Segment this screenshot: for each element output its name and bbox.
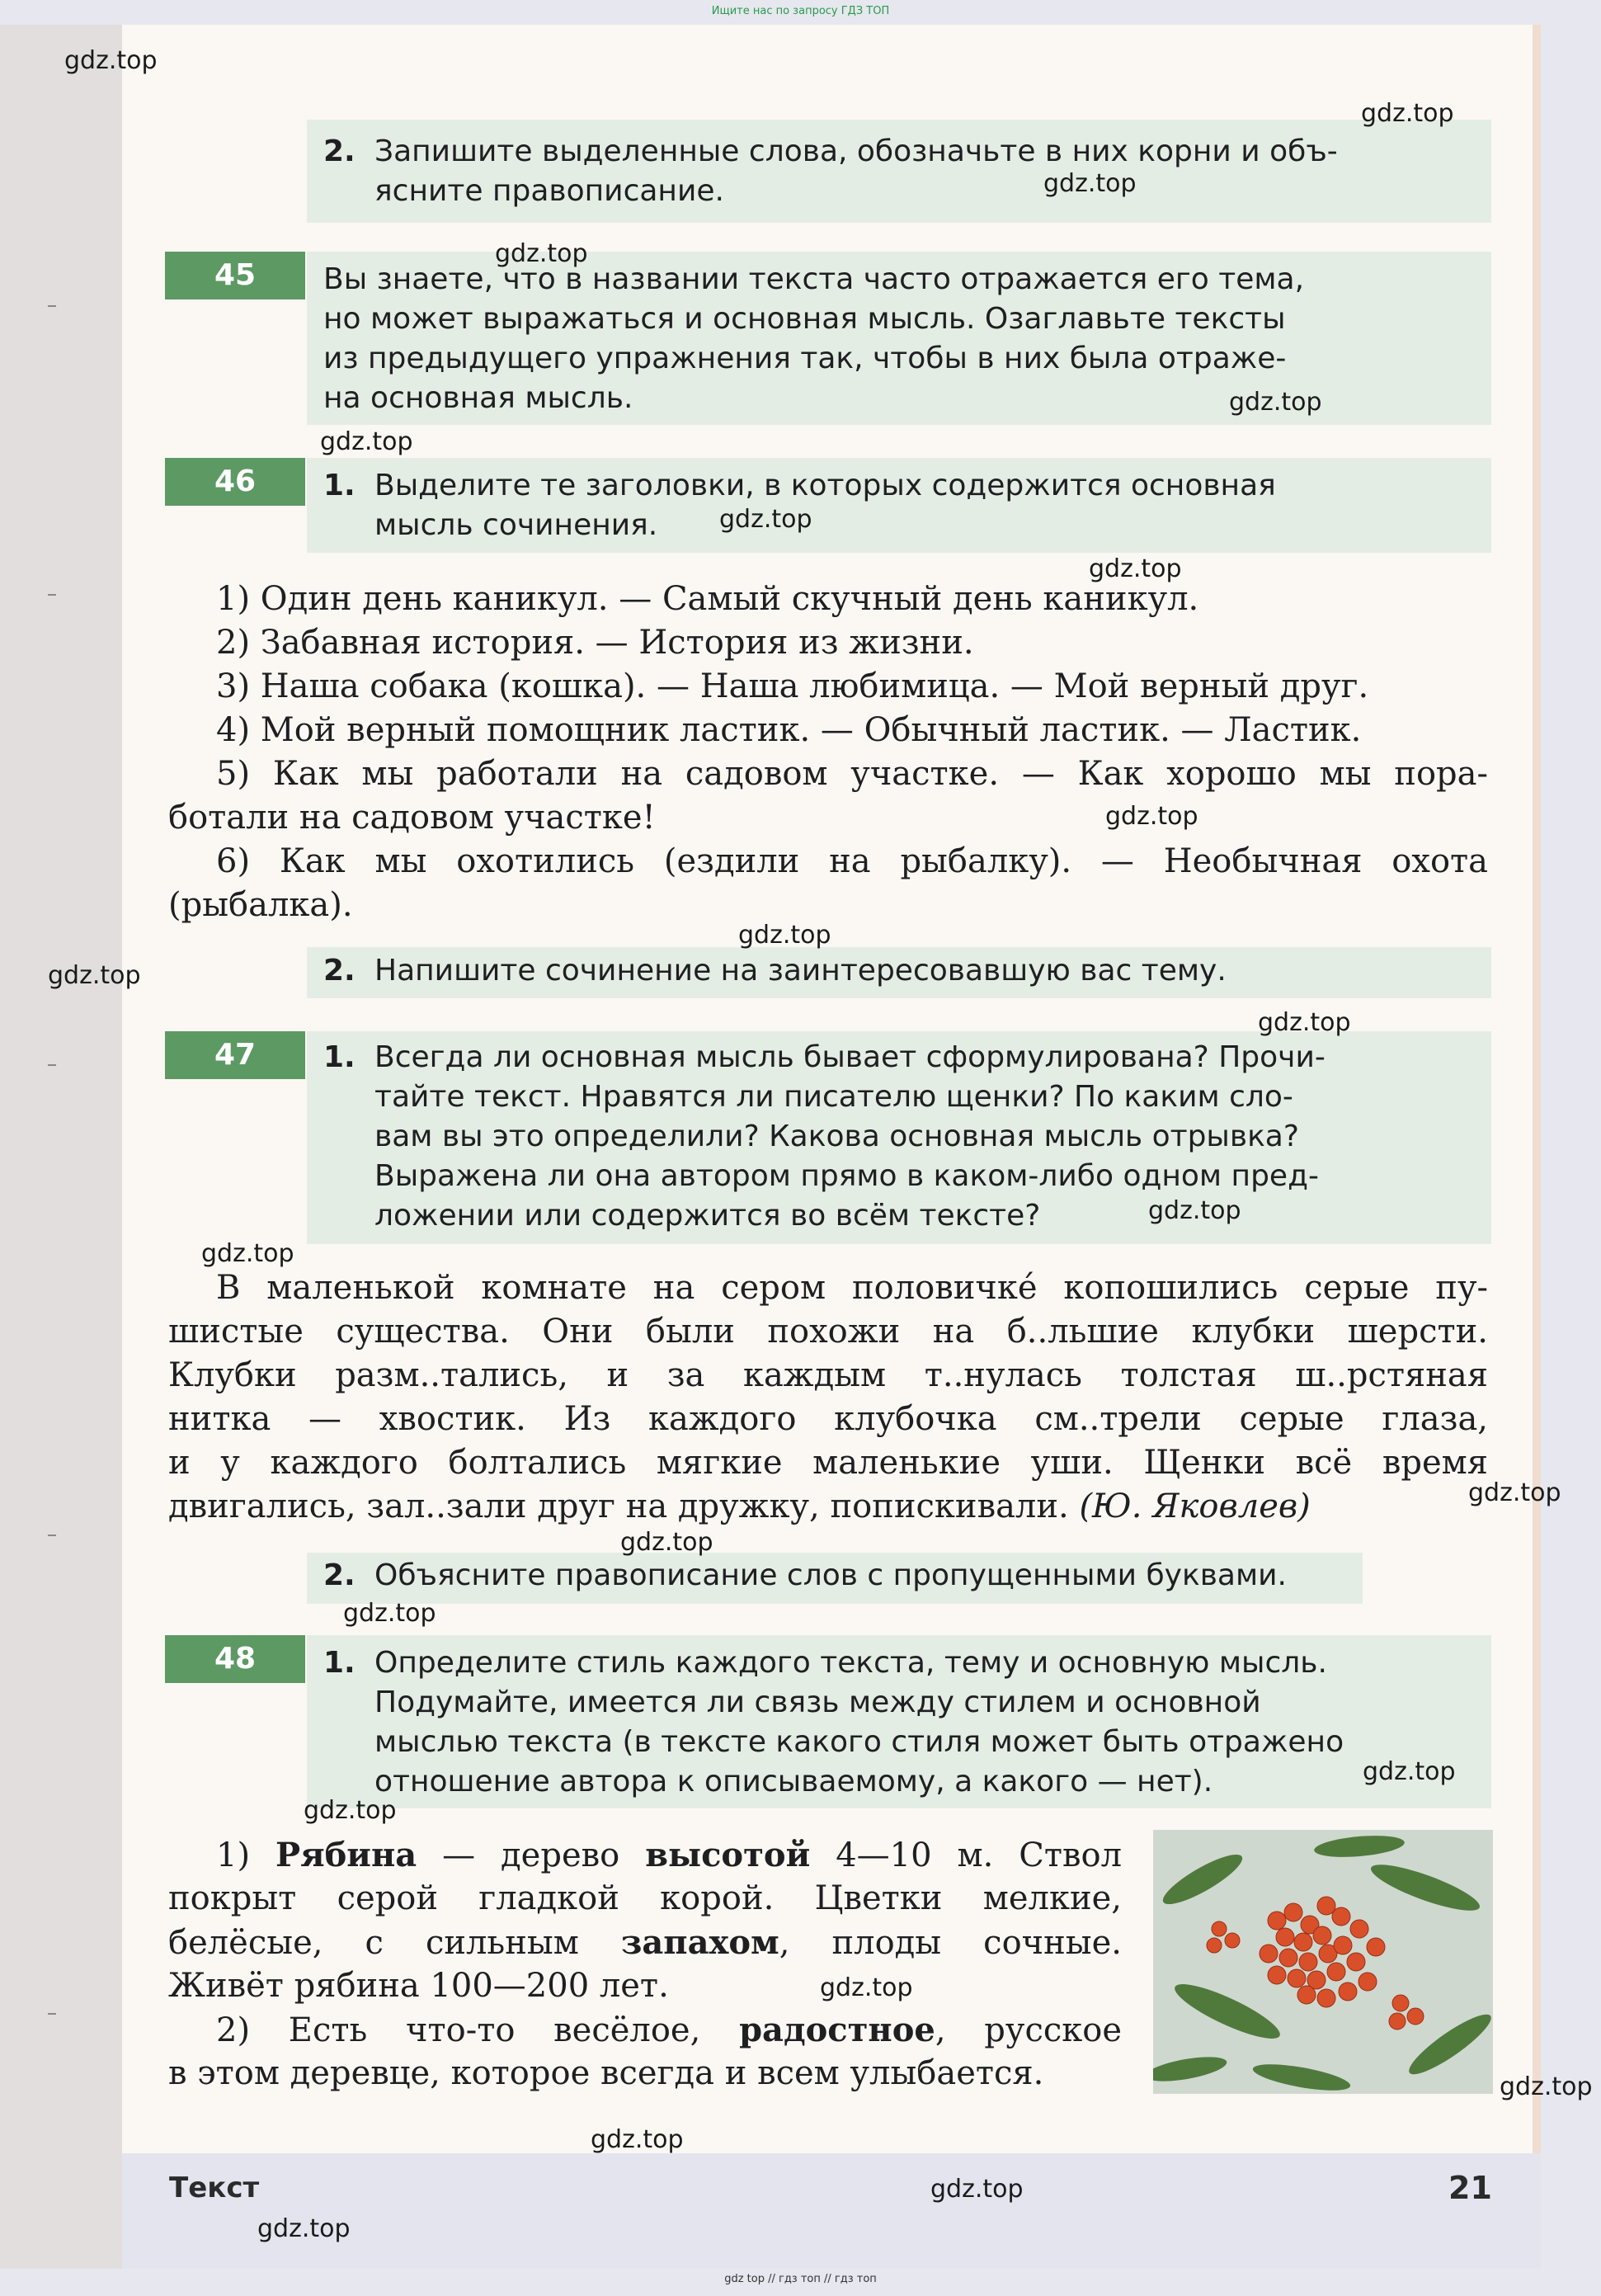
exercise-number-48: 48 bbox=[165, 1635, 305, 1683]
watermark: gdz.top bbox=[1258, 1008, 1351, 1037]
task-line: вам вы это определили? Какова основная мысль отрывка? bbox=[374, 1120, 1299, 1153]
watermark: gdz.top bbox=[738, 921, 831, 950]
bold-word: высотой bbox=[645, 1836, 811, 1874]
text-line bbox=[168, 1485, 1488, 1529]
task-line: тайте текст. Нравятся ли писателю щенки? По каким сло- bbox=[374, 1080, 1293, 1114]
task-line: Всегда ли основная мысль бывает сформулирована? Прочи- bbox=[374, 1040, 1326, 1074]
margin-tick bbox=[48, 305, 56, 307]
text-line: нитка — хвостик. Из каждого клубочка см..трели серые глаза, bbox=[168, 1400, 1488, 1438]
exercise-46-task-1 bbox=[323, 466, 1486, 545]
task-number: 2. bbox=[323, 1558, 356, 1592]
list-item: 2) Забавная история. — История из жизни. bbox=[216, 624, 974, 662]
page-number: 21 bbox=[1448, 2170, 1492, 2206]
watermark: gdz.top bbox=[343, 1599, 436, 1628]
watermark: gdz.top bbox=[1363, 1757, 1456, 1786]
exercise-number-47: 47 bbox=[165, 1031, 305, 1079]
margin-tick bbox=[48, 1535, 56, 1536]
task-line: отношение автора к описываемому, а какого — нет). bbox=[374, 1765, 1213, 1799]
watermark: gdz.top bbox=[930, 2175, 1024, 2204]
text-line: В маленькой комнате на сером половичке́ копошились серые пу- bbox=[216, 1269, 1488, 1307]
rowan-berries-illustration bbox=[1153, 1830, 1493, 2094]
margin-tick bbox=[48, 594, 56, 596]
exercise-number-46: 46 bbox=[165, 458, 305, 506]
text-line: белёсые, с сильным запахом, плоды сочные. bbox=[168, 1923, 1122, 1962]
watermark: gdz.top bbox=[201, 1239, 294, 1268]
text-line-content: двигались, зал..зали друг на дружку, попискивали. bbox=[168, 1487, 1069, 1525]
text-line: в этом деревце, которое всегда и всем улыбается. bbox=[168, 2054, 1044, 2092]
top-note: Ищите нас по запросу ГДЗ ТОП bbox=[711, 5, 890, 17]
watermark: gdz.top bbox=[620, 1528, 713, 1557]
watermark: gdz.top bbox=[1148, 1196, 1241, 1225]
watermark: gdz.top bbox=[495, 239, 588, 268]
bold-word: Рябина bbox=[275, 1836, 417, 1874]
task-text bbox=[374, 1038, 1486, 1236]
task-line: ясните правописание. bbox=[374, 174, 724, 208]
task-text bbox=[374, 132, 1486, 211]
task-line: ложении или содержится во всём тексте? bbox=[374, 1199, 1041, 1233]
bottom-note: gdz top // гдз топ // гдз топ bbox=[724, 2273, 877, 2285]
watermark: gdz.top bbox=[1500, 2072, 1593, 2101]
task-number: 1. bbox=[323, 469, 356, 502]
watermark: gdz.top bbox=[257, 2214, 351, 2243]
list-item: 1) Один день каникул. — Самый скучный день каникул. bbox=[216, 580, 1199, 618]
list-item: 4) Мой верный помощник ластик. — Обычный ластик. — Ластик. bbox=[216, 711, 1362, 749]
bold-word: запахом bbox=[620, 1923, 779, 1962]
section-title: Текст bbox=[169, 2171, 260, 2204]
exercise-48-task-1 bbox=[323, 1643, 1486, 1802]
watermark: gdz.top bbox=[64, 46, 158, 75]
task-line: Выражена ли она автором прямо в каком-либо одном пред- bbox=[374, 1159, 1319, 1193]
watermark: gdz.top bbox=[304, 1796, 397, 1825]
watermark: gdz.top bbox=[1468, 1478, 1561, 1507]
list-item: ботали на садовом участке! bbox=[168, 799, 656, 837]
text-line: Клубки разм..тались, и за каждым т..нулась толстая ш..рстяная bbox=[168, 1356, 1488, 1394]
task-line: мысль сочинения. bbox=[374, 508, 658, 542]
watermark: gdz.top bbox=[1089, 554, 1182, 583]
exercise-47-task-2 bbox=[323, 1556, 1486, 1596]
text-line: Живёт рябина 100—200 лет. bbox=[168, 1967, 669, 2005]
text-line: покрыт серой гладкой корой. Цветки мелкие, bbox=[168, 1879, 1122, 1917]
page-edge bbox=[1533, 25, 1541, 2153]
task-line: но может выражаться и основная мысль. Озаглавьте тексты bbox=[323, 302, 1286, 336]
text-line: и у каждого болтались мягкие маленькие уши. Щенки всё время bbox=[168, 1444, 1488, 1482]
task-text: Напишите сочинение на заинтересовавшую вас тему. bbox=[374, 954, 1227, 988]
task-line: Определите стиль каждого текста, тему и основную мысль. bbox=[374, 1646, 1327, 1680]
text-line: шистые существа. Они были похожи на б..льшие клубки шерсти. bbox=[168, 1313, 1488, 1351]
task-line: Вы знаете, что в названии текста часто отражается его тема, bbox=[323, 262, 1305, 296]
margin-tick bbox=[48, 2013, 56, 2015]
watermark: gdz.top bbox=[820, 1973, 913, 2002]
task-line: Подумайте, имеется ли связь между стилем и основной bbox=[374, 1685, 1261, 1719]
task-line: мыслью текста (в тексте какого стиля может быть отражено bbox=[374, 1725, 1344, 1759]
task-number: 2. bbox=[323, 954, 356, 988]
task-line: Выделите те заголовки, в которых содержится основная bbox=[374, 469, 1276, 502]
task-text bbox=[374, 1643, 1486, 1802]
watermark: gdz.top bbox=[1361, 99, 1454, 128]
exercise-number-45: 45 bbox=[165, 252, 305, 299]
exercise-44-task-2 bbox=[323, 132, 1486, 211]
text-line: 2) Есть что-то весёлое, радостное, русское bbox=[216, 2011, 1122, 2049]
list-item: 6) Как мы охотились (ездили на рыбалку). — Необычная охота bbox=[216, 842, 1488, 880]
task-text bbox=[374, 466, 1486, 545]
list-item: 3) Наша собака (кошка). — Наша любимица. — Мой верный друг. bbox=[216, 667, 1369, 705]
list-item: (рыбалка). bbox=[168, 886, 353, 924]
watermark: gdz.top bbox=[591, 2125, 684, 2154]
task-line: на основная мысль. bbox=[323, 381, 633, 415]
bold-word: радостное bbox=[739, 2011, 935, 2049]
list-item: 5) Как мы работали на садовом участке. — Как хорошо мы пора- bbox=[216, 755, 1488, 793]
author-attribution: (Ю. Яковлев) bbox=[1079, 1487, 1311, 1525]
task-text: Объясните правописание слов с пропущенными буквами. bbox=[374, 1558, 1287, 1592]
watermark: gdz.top bbox=[719, 505, 812, 534]
text-line: 1) Рябина — дерево высотой 4—10 м. Ствол bbox=[216, 1836, 1122, 1874]
exercise-47-task-1 bbox=[323, 1038, 1486, 1236]
margin-tick bbox=[48, 1064, 56, 1066]
watermark: gdz.top bbox=[320, 427, 413, 456]
task-number: 1. bbox=[323, 1646, 356, 1680]
rowan-berries-photo bbox=[1153, 1830, 1493, 2094]
task-number: 2. bbox=[323, 134, 356, 168]
task-number: 1. bbox=[323, 1040, 356, 1074]
task-line: из предыдущего упражнения так, чтобы в них была отраже- bbox=[323, 342, 1287, 375]
page-footer-area bbox=[122, 2153, 1541, 2269]
watermark: gdz.top bbox=[1105, 802, 1198, 831]
watermark: gdz.top bbox=[48, 961, 141, 990]
task-line: Запишите выделенные слова, обозначьте в них корни и объ- bbox=[374, 134, 1338, 168]
left-margin-strip bbox=[0, 25, 122, 2269]
exercise-46-task-2 bbox=[323, 951, 1486, 991]
watermark: gdz.top bbox=[1043, 169, 1137, 198]
watermark: gdz.top bbox=[1229, 388, 1322, 417]
